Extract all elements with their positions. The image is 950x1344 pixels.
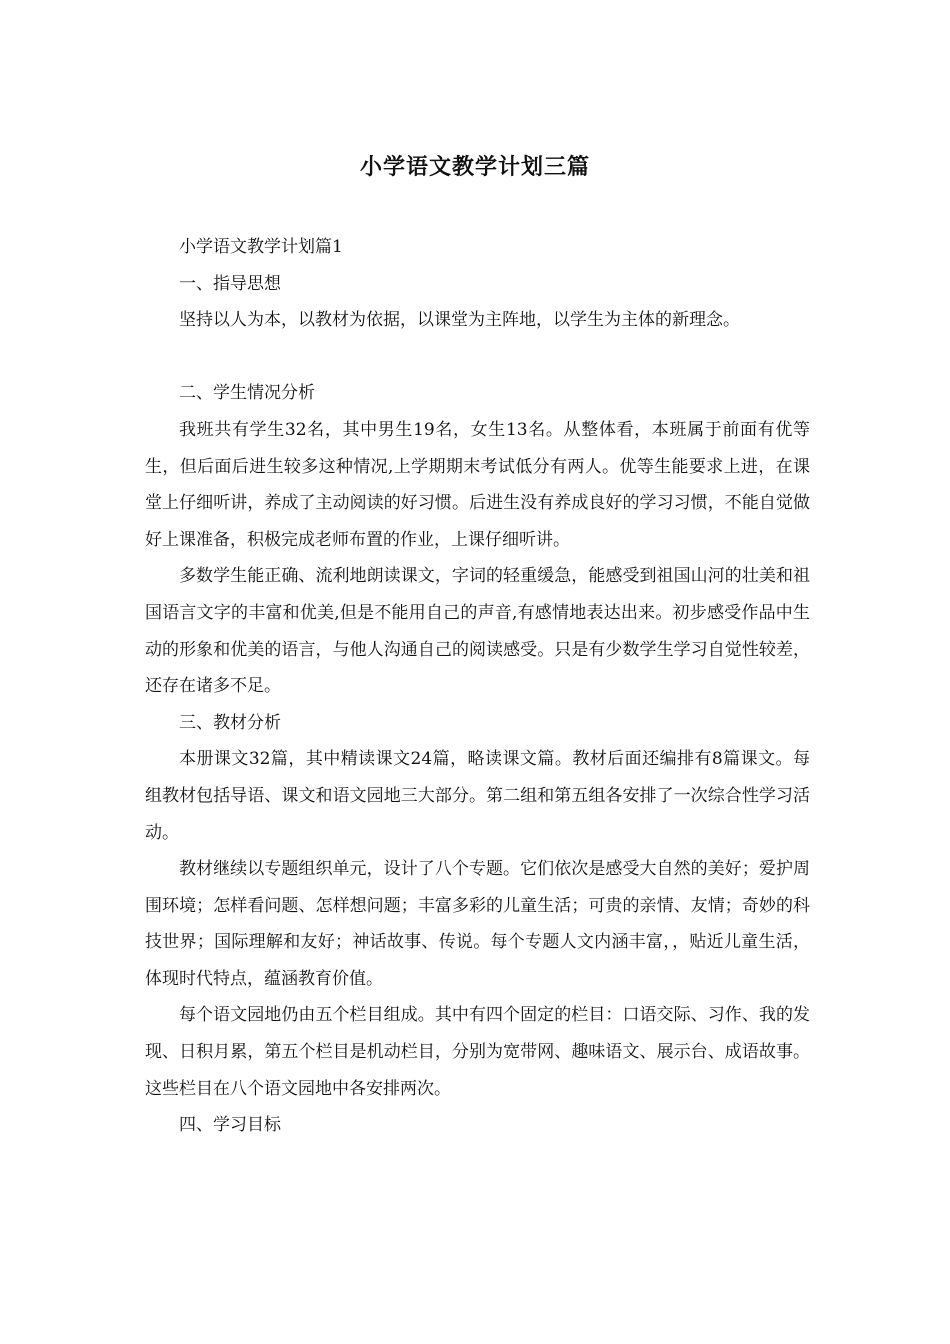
materials-paragraph-3: 每个语文园地仍由五个栏目组成。其中有四个固定的栏目：口语交际、习作、我的发现、日积月累，第五个栏目是机动栏目，分别为宽带网、趣味语文、展示台、成语故事。这些栏目在八个语文园地中各安排两次。 xyxy=(145,1005,810,1099)
materials-paragraph-2: 教材继续以专题组织单元，设计了八个专题。它们依次是感受大自然的美好；爱护周围环境；怎样看问题、怎样想问题；丰富多彩的儿童生活；可贵的亲情、友情；奇妙的科技世界；国际理解和友好；神话故事、传说。每个专题人文内涵丰富，，贴近儿童生活，体现时代特点，蕴涵教育价值。 xyxy=(145,859,810,989)
document-body xyxy=(145,229,810,1144)
plan-subtitle: 小学语文教学计划篇1 xyxy=(179,237,343,257)
section-heading-students: 二、学生情况分析 xyxy=(179,383,315,404)
students-paragraph-2: 多数学生能正确、流利地朗读课文，字词的轻重缓急，能感受到祖国山河的壮美和祖国语言文字的丰富和优美,但是不能用自己的声音,有感情地表达出来。初步感受作品中生动的形象和优美的语言，与他人沟通自己的阅读感受。只是有少数学生学习自觉性较差，还存在诸多不足。 xyxy=(145,566,810,697)
guiding-paragraph: 坚持以人为本，以教材为依据，以课堂为主阵地，以学生为主体的新理念。 xyxy=(179,310,740,331)
document-title: 小学语文教学计划三篇 xyxy=(359,154,590,180)
section-heading-materials: 三、教材分析 xyxy=(179,712,281,733)
section-heading-goals: 四、学习目标 xyxy=(179,1115,281,1136)
materials-paragraph-1: 本册课文32篇，其中精读课文24篇，略读课文篇。教材后面还编排有8篇课文。每组教材包括导语、课文和语文园地三大部分。第二组和第五组各安排了一次综合性学习活动。 xyxy=(145,749,810,843)
students-paragraph-1: 我班共有学生32名，其中男生19名，女生13名。从整体看，本班属于前面有优等生，但后面后进生较多这种情况,上学期期末考试低分有两人。优等生能要求上进，在课堂上仔细听讲，养成了主动阅读的好习惯。后进生没有养成良好的学习习惯，不能自觉做好上课准备，积极完成老师布置的作业，上课仔细听讲。 xyxy=(145,419,810,550)
section-heading-guiding: 一、指导思想 xyxy=(179,273,281,294)
blank-line xyxy=(145,339,810,376)
